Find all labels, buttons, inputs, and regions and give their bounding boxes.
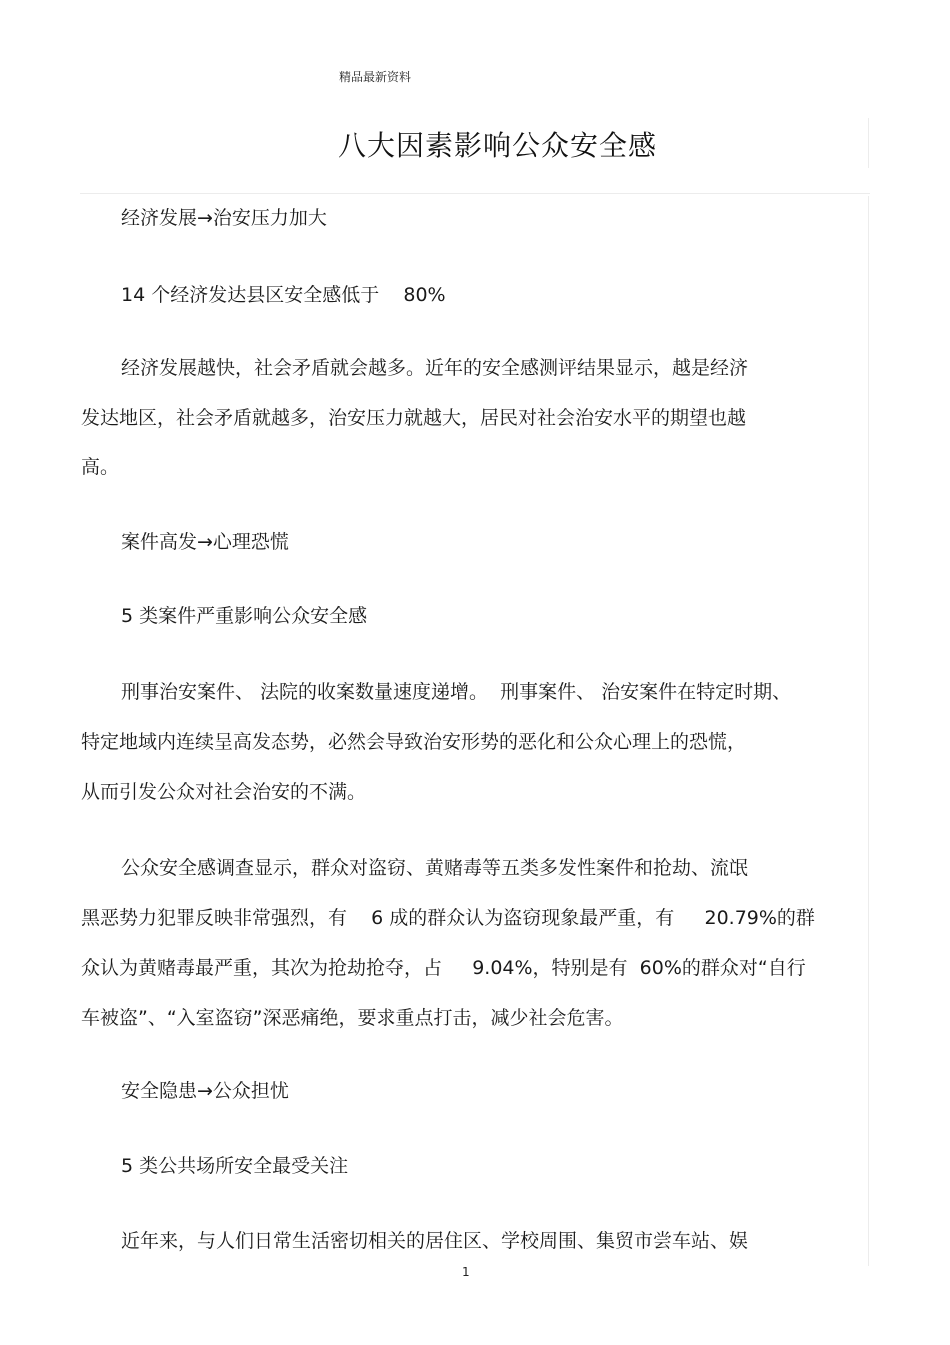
subheading-hazards: 5 类公共场所安全最受关注 — [121, 1155, 349, 1177]
paragraph-line: 车被盗”、“入室盗窃”深恶痛绝，要求重点打击，减少社会危害。 — [81, 1007, 624, 1029]
section-heading-economy: 经济发展→治安压力加大 — [121, 207, 327, 229]
paragraph-line: 发达地区，社会矛盾就越多，治安压力就越大，居民对社会治安水平的期望也越 — [81, 407, 747, 429]
page-title: 八大因素影响公众安全感 — [337, 129, 657, 162]
title-divider — [80, 193, 870, 194]
paragraph-line: 高。 — [81, 456, 120, 478]
paragraph-line: 经济发展越快，社会矛盾就会越多。近年的安全感测评结果显示，越是经济 — [121, 357, 749, 379]
section-heading-hazards: 安全隐患→公众担忧 — [121, 1080, 289, 1102]
subheading-economy: 14 个经济发达县区安全感低于 80% — [121, 284, 446, 306]
paragraph-line: 从而引发公众对社会治安的不满。 — [81, 781, 367, 803]
paragraph-line: 黑恶势力犯罪反映非常强烈，有 6 成的群众认为盗窃现象最严重，有 20.79%的群 — [81, 907, 815, 929]
paragraph-line: 众认为黄赌毒最严重，其次为抢劫抢夺，占 9.04%，特别是有 60%的群众对“自行 — [81, 957, 806, 979]
section-heading-cases: 案件高发→心理恐慌 — [121, 531, 289, 553]
header-note: 精品最新资料 — [339, 70, 412, 84]
paragraph-line: 刑事治安案件、 法院的收案数量速度递增。 刑事案件、 治安案件在特定时期、 — [121, 681, 792, 703]
margin-rule-right — [868, 196, 869, 1266]
subheading-cases: 5 类案件严重影响公众安全感 — [121, 605, 368, 627]
paragraph-line: 特定地域内连续呈高发态势，必然会导致治安形势的恶化和公众心理上的恐慌， — [81, 731, 747, 753]
page-number: 1 — [462, 1265, 470, 1279]
paragraph-line: 公众安全感调查显示，群众对盗窃、黄赌毒等五类多发性案件和抢劫、流氓 — [121, 857, 749, 879]
paragraph-line: 近年来，与人们日常生活密切相关的居住区、学校周围、集贸市尝车站、娱 — [121, 1230, 749, 1252]
